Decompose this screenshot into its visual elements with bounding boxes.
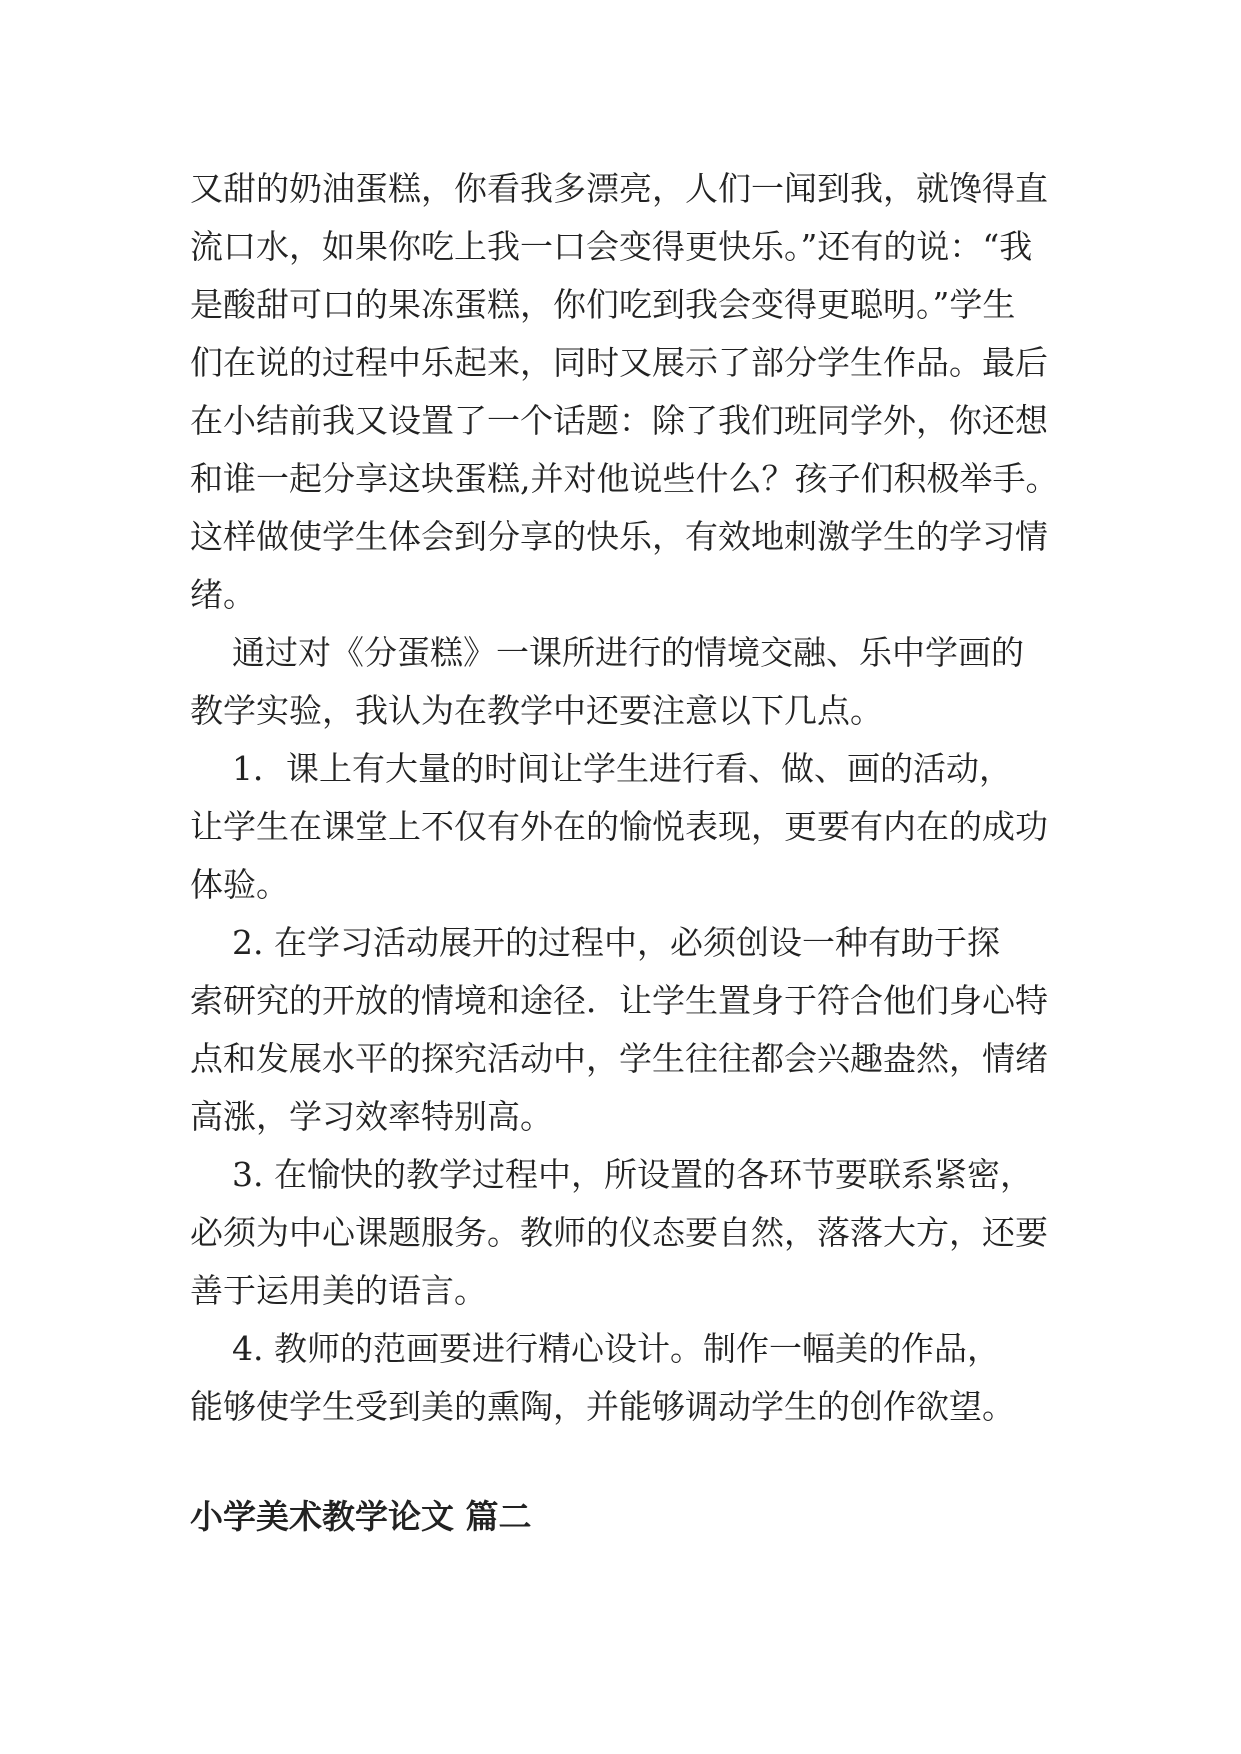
text-line-6: 和谁一起分享这块蛋糕,并对他说些什么？孩子们积极举手。 (190, 459, 1059, 498)
document-body (190, 160, 1070, 1546)
text-line-12: 让学生在课堂上不仅有外在的愉悦表现，更要有内在的成功 (190, 807, 1048, 846)
text-line-3: 是酸甜可口的果冻蛋糕，你们吃到我会变得更聪明。”学生 (190, 285, 1016, 324)
text-line-17: 高涨，学习效率特别高。 (190, 1097, 553, 1136)
text-line-20: 善于运用美的语言。 (190, 1271, 487, 1310)
section-title: 小学美术教学论文 篇二 (190, 1497, 532, 1536)
text-line-18: 3. 在愉快的教学过程中，所设置的各环节要联系紧密， (190, 1155, 1033, 1194)
text-line-15: 索研究的开放的情境和途径．让学生置身于符合他们身心特 (190, 981, 1048, 1020)
text-line-2: 流口水，如果你吃上我一口会变得更快乐。”还有的说：“我 (190, 227, 1033, 266)
text-line-10: 教学实验，我认为在教学中还要注意以下几点。 (190, 691, 883, 730)
text-line-7: 这样做使学生体会到分享的快乐，有效地刺激学生的学习情 (190, 517, 1048, 556)
text-line-11: 1．课上有大量的时间让学生进行看、做、画的活动， (190, 749, 1012, 788)
text-line-9: 通过对《分蛋糕》一课所进行的情境交融、乐中学画的 (190, 633, 1024, 672)
text-line-1: 又甜的奶油蛋糕，你看我多漂亮，人们一闻到我，就馋得直 (190, 169, 1048, 208)
text-line-14: 2. 在学习活动展开的过程中，必须创设一种有助于探 (190, 923, 1000, 962)
text-line-4: 们在说的过程中乐起来，同时又展示了部分学生作品。最后 (190, 343, 1048, 382)
text-line-16: 点和发展水平的探究活动中，学生往往都会兴趣盎然，情绪 (190, 1039, 1048, 1078)
text-line-22: 能够使学生受到美的熏陶，并能够调动学生的创作欲望。 (190, 1387, 1015, 1426)
text-line-21: 4. 教师的范画要进行精心设计。制作一幅美的作品， (190, 1329, 1000, 1368)
text-line-13: 体验。 (190, 865, 289, 904)
text-line-5: 在小结前我又设置了一个话题：除了我们班同学外，你还想 (190, 401, 1048, 440)
text-line-8: 绪。 (190, 575, 256, 614)
text-line-19: 必须为中心课题服务。教师的仪态要自然，落落大方，还要 (190, 1213, 1048, 1252)
